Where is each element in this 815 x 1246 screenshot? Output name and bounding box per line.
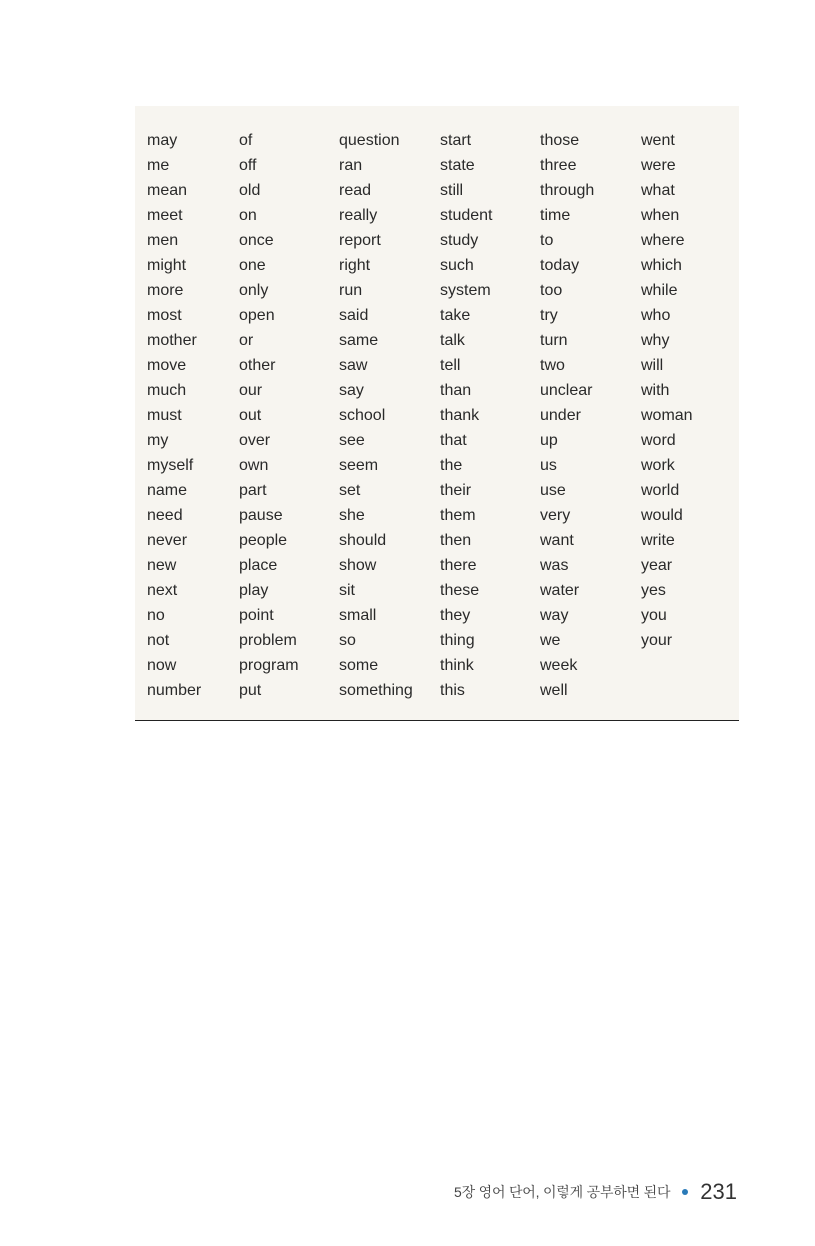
word-item: when bbox=[641, 207, 680, 224]
word-item: want bbox=[540, 532, 574, 549]
word-item: myself bbox=[147, 457, 194, 474]
word-item: who bbox=[641, 307, 671, 324]
word-item: only bbox=[239, 282, 269, 299]
word-item: show bbox=[339, 557, 377, 574]
word-item: went bbox=[641, 132, 675, 149]
word-item: still bbox=[440, 182, 464, 199]
word-item: new bbox=[147, 557, 177, 574]
word-item: men bbox=[147, 232, 179, 249]
word-item: other bbox=[239, 357, 276, 374]
word-item: thing bbox=[440, 632, 475, 649]
word-item: no bbox=[147, 607, 165, 624]
word-item: saw bbox=[339, 357, 368, 374]
word-item: on bbox=[239, 207, 257, 224]
word-item: ran bbox=[339, 157, 363, 174]
word-item: where bbox=[641, 232, 685, 249]
word-item: work bbox=[641, 457, 675, 474]
word-column bbox=[239, 128, 299, 703]
word-item: which bbox=[641, 257, 682, 274]
word-item: now bbox=[147, 657, 177, 674]
word-item: said bbox=[339, 307, 369, 324]
word-item: old bbox=[239, 182, 261, 199]
word-item: very bbox=[540, 507, 571, 524]
word-item: own bbox=[239, 457, 269, 474]
word-item: open bbox=[239, 307, 275, 324]
word-item: this bbox=[440, 682, 465, 699]
word-item: yes bbox=[641, 582, 666, 599]
word-item: pause bbox=[239, 507, 283, 524]
word-item: while bbox=[641, 282, 678, 299]
word-item: meet bbox=[147, 207, 183, 224]
word-item: something bbox=[339, 682, 413, 699]
word-item: what bbox=[641, 182, 675, 199]
chapter-title: 5장 영어 단어, 이렇게 공부하면 된다 bbox=[454, 1184, 671, 1200]
word-item: write bbox=[641, 532, 675, 549]
word-item: two bbox=[540, 357, 565, 374]
word-item: might bbox=[147, 257, 187, 274]
word-item: my bbox=[147, 432, 169, 449]
word-item: was bbox=[540, 557, 569, 574]
word-item: our bbox=[239, 382, 263, 399]
word-item: they bbox=[440, 607, 471, 624]
word-item: woman bbox=[641, 407, 693, 424]
word-item: student bbox=[440, 207, 493, 224]
word-item: seem bbox=[339, 457, 379, 474]
word-item: those bbox=[540, 132, 580, 149]
word-item: once bbox=[239, 232, 274, 249]
word-item: why bbox=[641, 332, 670, 349]
word-item: we bbox=[540, 632, 561, 649]
word-item: people bbox=[239, 532, 288, 549]
word-item: them bbox=[440, 507, 476, 524]
word-item: state bbox=[440, 157, 475, 174]
page-footer bbox=[454, 1176, 737, 1208]
word-item: then bbox=[440, 532, 472, 549]
word-item: way bbox=[540, 607, 569, 624]
word-item: unclear bbox=[540, 382, 593, 399]
word-column bbox=[147, 128, 201, 703]
word-item: program bbox=[239, 657, 299, 674]
word-item: there bbox=[440, 557, 477, 574]
word-item: to bbox=[540, 232, 554, 249]
word-item: more bbox=[147, 282, 184, 299]
word-item: not bbox=[147, 632, 170, 649]
word-item: week bbox=[540, 657, 578, 674]
word-item: off bbox=[239, 157, 257, 174]
word-item: were bbox=[641, 157, 676, 174]
word-item: read bbox=[339, 182, 372, 199]
word-item: move bbox=[147, 357, 187, 374]
word-item: sit bbox=[339, 582, 355, 599]
word-item: report bbox=[339, 232, 381, 249]
word-item: so bbox=[339, 632, 356, 649]
word-item: would bbox=[641, 507, 683, 524]
word-item: word bbox=[641, 432, 676, 449]
word-item: some bbox=[339, 657, 379, 674]
word-item: through bbox=[540, 182, 595, 199]
word-item: mean bbox=[147, 182, 188, 199]
word-item: most bbox=[147, 307, 182, 324]
word-item: may bbox=[147, 132, 178, 149]
word-item: small bbox=[339, 607, 377, 624]
word-item: study bbox=[440, 232, 479, 249]
word-column bbox=[440, 128, 492, 703]
word-item: next bbox=[147, 582, 178, 599]
word-item: place bbox=[239, 557, 278, 574]
word-item: put bbox=[239, 682, 262, 699]
word-item: never bbox=[147, 532, 188, 549]
word-item: with bbox=[641, 382, 670, 399]
word-item: these bbox=[440, 582, 480, 599]
word-item: will bbox=[641, 357, 664, 374]
word-item: tell bbox=[440, 357, 461, 374]
word-item: up bbox=[540, 432, 558, 449]
word-item: name bbox=[147, 482, 188, 499]
word-item: take bbox=[440, 307, 471, 324]
word-item: see bbox=[339, 432, 365, 449]
word-item: three bbox=[540, 157, 577, 174]
word-item: well bbox=[540, 682, 568, 699]
word-item: should bbox=[339, 532, 387, 549]
word-item: problem bbox=[239, 632, 297, 649]
word-item: same bbox=[339, 332, 379, 349]
word-item: world bbox=[641, 482, 680, 499]
word-item: think bbox=[440, 657, 474, 674]
bullet-dot-icon bbox=[682, 1189, 688, 1195]
word-item: or bbox=[239, 332, 254, 349]
word-item: try bbox=[540, 307, 558, 324]
word-item: you bbox=[641, 607, 667, 624]
word-column bbox=[641, 128, 693, 653]
word-item: right bbox=[339, 257, 371, 274]
word-item: much bbox=[147, 382, 187, 399]
word-item: today bbox=[540, 257, 580, 274]
word-item: water bbox=[540, 582, 580, 599]
word-list-box bbox=[135, 106, 739, 721]
word-item: must bbox=[147, 407, 182, 424]
word-item: than bbox=[440, 382, 472, 399]
word-item: play bbox=[239, 582, 269, 599]
word-item: mother bbox=[147, 332, 197, 349]
word-item: system bbox=[440, 282, 491, 299]
word-item: school bbox=[339, 407, 386, 424]
word-item: she bbox=[339, 507, 365, 524]
word-item: run bbox=[339, 282, 363, 299]
word-item: the bbox=[440, 457, 463, 474]
word-item: need bbox=[147, 507, 183, 524]
word-item: of bbox=[239, 132, 253, 149]
word-item: time bbox=[540, 207, 571, 224]
page-number: 231 bbox=[700, 1179, 737, 1204]
word-item: year bbox=[641, 557, 673, 574]
word-item: such bbox=[440, 257, 474, 274]
word-item: one bbox=[239, 257, 266, 274]
word-column bbox=[339, 128, 413, 703]
word-item: that bbox=[440, 432, 467, 449]
word-item: thank bbox=[440, 407, 480, 424]
word-column bbox=[540, 128, 594, 703]
word-item: really bbox=[339, 207, 378, 224]
word-item: too bbox=[540, 282, 563, 299]
word-item: over bbox=[239, 432, 271, 449]
word-item: their bbox=[440, 482, 472, 499]
word-item: set bbox=[339, 482, 361, 499]
word-item: turn bbox=[540, 332, 568, 349]
word-item: out bbox=[239, 407, 262, 424]
word-item: use bbox=[540, 482, 566, 499]
word-item: number bbox=[147, 682, 202, 699]
word-item: say bbox=[339, 382, 364, 399]
word-item: talk bbox=[440, 332, 465, 349]
word-item: start bbox=[440, 132, 472, 149]
word-item: us bbox=[540, 457, 557, 474]
word-item: point bbox=[239, 607, 274, 624]
word-item: me bbox=[147, 157, 170, 174]
word-item: under bbox=[540, 407, 581, 424]
word-item: question bbox=[339, 132, 400, 149]
word-item: your bbox=[641, 632, 673, 649]
word-item: part bbox=[239, 482, 267, 499]
